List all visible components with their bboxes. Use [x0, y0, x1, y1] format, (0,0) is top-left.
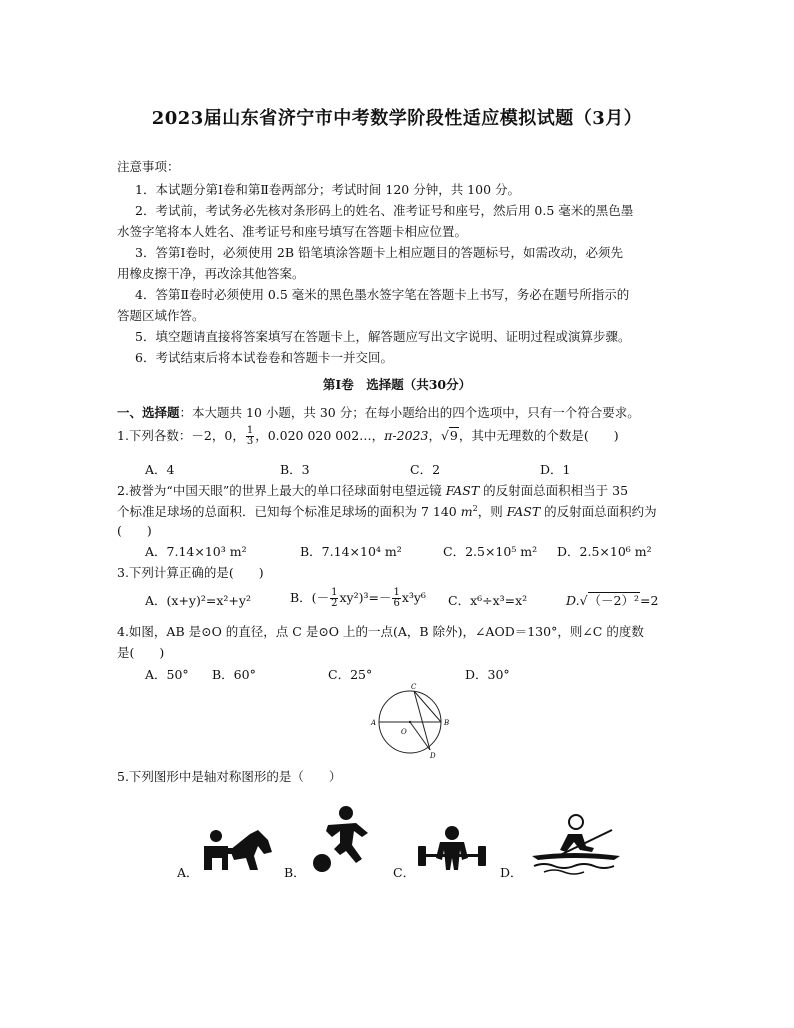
q3-b-frac1-den: 2: [331, 598, 338, 609]
center-point: [409, 721, 411, 723]
q4-option-b: B．60°: [212, 667, 256, 682]
label-c: C: [411, 683, 417, 691]
q2-line1: [117, 481, 628, 499]
q1-option-a: A．4: [145, 462, 175, 477]
segment-od: [410, 722, 430, 750]
q3-b-frac2-den: 6: [393, 598, 400, 609]
label-a: A: [371, 719, 377, 727]
q2-unit-exp: 2: [472, 503, 478, 513]
q2-unit: m: [460, 504, 473, 519]
q2-line2: [117, 502, 657, 520]
q3-b-mid: xy²)³=－: [339, 590, 392, 605]
q5-option-d-label: D．: [500, 865, 523, 880]
q2-option-b: B．7.14×10⁴ m²: [300, 544, 402, 559]
section-title: 第Ⅰ卷 选择题（共30分）: [322, 377, 472, 392]
notice-heading: 注意事项：: [117, 159, 180, 174]
q3-b-frac2-num: 1: [393, 587, 400, 598]
q5-option-a-label: A．: [177, 865, 199, 880]
q1-suffix: ，其中无理数的个数是( ): [458, 428, 619, 443]
q1-sqrt-sign: √: [440, 428, 449, 443]
part1-label: 一、选择题: [117, 405, 180, 420]
q2-line2c: 的反射面总面积约为: [540, 504, 657, 519]
q2-line2b: ，则: [477, 504, 507, 519]
q1-option-c: C．2: [410, 462, 441, 477]
q1-option-d: D．1: [540, 462, 571, 477]
q2-option-d: D．2.5×10⁶ m²: [557, 544, 652, 559]
part1-heading: [117, 403, 640, 421]
q3-d-post: =2: [640, 593, 659, 608]
notice-item-2b: 水签字笔将本人姓名、准考证号和座号填写在答题卡相应位置。: [117, 224, 468, 239]
part1-text: ：本大题共 10 小题，共 30 分；在每小题给出的四个选项中，只有一个符合要求。: [179, 405, 640, 420]
q1-comma: ，: [428, 428, 441, 443]
q1-frac-num: 1: [246, 425, 254, 436]
q4-line2: 是( ): [117, 645, 165, 660]
q5-figure-d-pictogram: [524, 812, 628, 876]
label-o: O: [401, 728, 407, 736]
label-b: B: [444, 719, 450, 727]
q3-option-c: C．x⁶÷x³=x²: [448, 593, 528, 608]
q2-fast-2: FAST: [506, 504, 541, 519]
q4-option-d: D．30°: [465, 667, 510, 682]
notice-item-3a: 3．答第Ⅰ卷时，必须使用 2B 铅笔填涂答题卡上相应题目的答题标号，如需改动，必须先: [135, 245, 623, 260]
q1-pi: π-2023: [384, 428, 429, 443]
q5-figure-b-pictogram: [306, 803, 376, 875]
q1-fraction: [246, 426, 254, 447]
q1-mid: ，0.020 020 002…，: [255, 428, 385, 443]
q2-line2a: 个标准足球场的总面积．已知每个标准足球场的面积为 7 140: [117, 504, 461, 519]
notice-item-4a: 4．答第Ⅱ卷时必须使用 0.5 毫米的黑色墨水签字笔在答题卡上书写，务必在题号所指示的: [135, 287, 630, 302]
q5-figure-a-pictogram: [198, 826, 278, 876]
q5-figure-c-pictogram: [414, 824, 490, 876]
q2-line1b: 的反射面总面积相当于 35: [479, 483, 629, 498]
q2-option-a: A．7.14×10³ m²: [145, 544, 247, 559]
q3-b-frac2: [392, 588, 400, 609]
q2-fast: FAST: [445, 483, 480, 498]
q4-circle-figure: [366, 682, 458, 762]
q5-stem: 5.下列图形中是轴对称图形的是（ ）: [117, 769, 342, 784]
q2-line1a: 2.被誉为“中国天眼”的世界上最大的单口径球面射电望远镜: [117, 483, 446, 498]
notice-item-5: 5．填空题请直接将答案填写在答题卡上，解答题应写出文字说明、证明过程或演算步骤。: [135, 329, 631, 344]
q1-frac-den: 3: [246, 436, 254, 447]
q4-line1: 4.如图，AB 是⊙O 的直径，点 C 是⊙O 上的一点(A，B 除外)，∠AOD＝130°，则∠C 的度数: [117, 624, 644, 639]
q3-d-radical: √: [579, 593, 588, 608]
q3-option-d: [566, 591, 658, 609]
notice-item-1: 1．本试题分第Ⅰ卷和第Ⅱ卷两部分；考试时间 120 分钟，共 100 分。: [135, 182, 520, 197]
q1-sqrt-val: 9: [449, 428, 458, 443]
q5-option-b-label: B．: [284, 865, 306, 880]
q1-stem: [117, 426, 619, 447]
q3-option-a: A．(x+y)²=x²+y²: [145, 593, 251, 608]
q3-stem: 3.下列计算正确的是( ): [117, 565, 264, 580]
page-title: 2023届山东省济宁市中考数学阶段性适应模拟试题（3月）: [151, 108, 643, 129]
q3-b-post: x³y⁶: [401, 590, 426, 605]
q4-option-a: A．50°: [145, 667, 189, 682]
q2-option-c: C．2.5×10⁵ m²: [443, 544, 538, 559]
notice-item-4b: 答题区域作答。: [117, 308, 205, 323]
q3-d-sqrt: （－2）²: [588, 593, 639, 608]
label-d: D: [430, 752, 436, 760]
q4-option-c: C．25°: [328, 667, 373, 682]
q3-option-b: [290, 588, 426, 609]
q3-b-frac1-num: 1: [331, 587, 338, 598]
q1-prefix: 1.下列各数：－2，0，: [117, 428, 245, 443]
q3-b-frac1: [330, 588, 338, 609]
q2-paren: ( ): [117, 523, 152, 538]
notice-item-6: 6．考试结束后将本试卷卷和答题卡一并交回。: [135, 350, 393, 365]
notice-item-3b: 用橡皮擦干净，再改涂其他答案。: [117, 266, 305, 281]
q1-option-b: B．3: [280, 462, 310, 477]
q3-d-pre: D.: [566, 593, 580, 608]
q3-b-pre: B．(－: [290, 590, 330, 605]
q5-option-c-label: C．: [393, 865, 416, 880]
notice-item-2a: 2．考试前，考试务必先核对条形码上的姓名、准考证号和座号，然后用 0.5 毫米的黑色墨: [135, 203, 634, 218]
